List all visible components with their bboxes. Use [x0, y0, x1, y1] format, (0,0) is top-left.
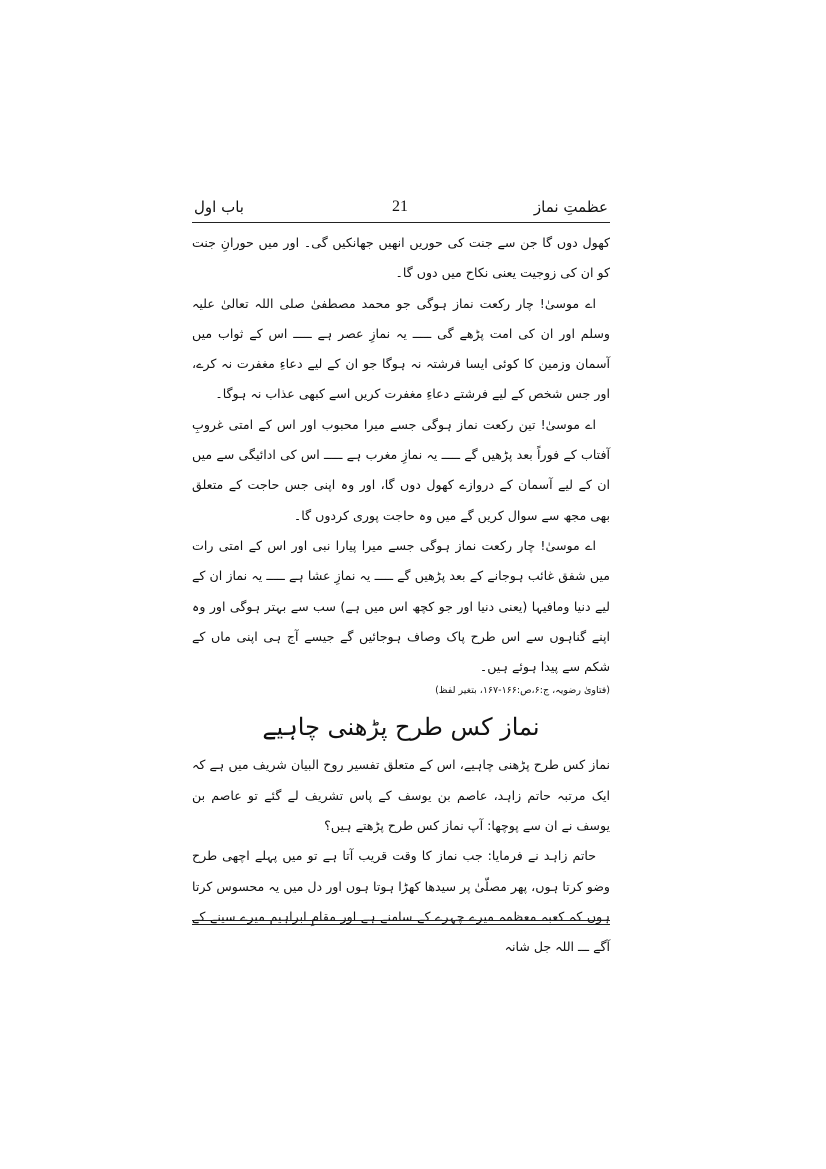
page-number: 21 — [392, 198, 408, 215]
book-title: عظمتِ نماز — [533, 198, 608, 216]
chapter-title: باب اول — [194, 198, 244, 216]
reference-citation: (فتاویٰ رضویہ، ج:۶،ص:۱۶۶-۱۶۷، بتغیر لفظ) — [435, 685, 610, 697]
paragraph-6: حاتم زاہد نے فرمایا: جب نماز کا وقت قریب آتا ہے تو میں پہلے اچھی طرح وضو کرتا ہوں، پھر مصلّیٰ پر سیدھا کھڑا ہوتا ہوں اور دل میں یہ محسوس کرتا ہوں کہ کعبہ معظمہ میرے چہرے کے سامنے ہے اور مقامِ ابراہیم میرے سینے کے آگے ـــ اللہ جل شانہ — [192, 848, 610, 955]
paragraph-1: کھول دوں گا جن سے جنت کی حوریں انھیں جھانکیں گی۔ اور میں حورانِ جنت کو ان کی زوجیت یعنی نکاح میں دوں گا۔ — [192, 235, 610, 281]
paragraph-4: اے موسیٰ! چار رکعت نماز ہوگی جسے میرا پیارا نبی اور اس کے امتی رات میں شفق غائب ہوجانے کے بعد پڑھیں گے ـــــ یہ نمازِ عشا ہے ـــــ یہ نماز ان کے لیے دنیا ومافیہا (یعنی دنیا اور جو کچھ اس میں ہے) سب سے بہتر ہوگی اور وہ اپنے گناہوں سے اس طرح پاک وصاف ہوجائیں گے جیسے آج ہی اپنی ماں کے شکم سے پیدا ہوئے ہیں۔ — [192, 537, 610, 675]
paragraph-2: اے موسیٰ! چار رکعت نماز ہوگی جو محمد مصطفیٰ صلی اللہ تعالیٰ علیہ وسلم اور ان کی امت پڑھے گی ـــــ یہ نمازِ عصر ہے ـــــ اس کے ثواب میں آسمان وزمین کا کوئی ایسا فرشتہ نہ ہوگا جو ان کے لیے دعاءِ مغفرت نہ کرے، اور جس شخص کے لیے فرشتے دعاءِ مغفرت کریں اسے کبھی عذاب نہ ہوگا۔ — [192, 295, 610, 402]
page-body — [192, 228, 610, 963]
section-heading: نماز کس طرح پڑھنی چاہیے — [262, 713, 540, 742]
book-page — [192, 190, 610, 955]
running-header — [192, 196, 610, 218]
footer-divider — [192, 920, 610, 925]
paragraph-5: نماز کس طرح پڑھنی چاہیے، اس کے متعلق تفسیر روح البیان شریف میں ہے کہ ایک مرتبہ حاتم زاہد، عاصم بن یوسف کے پاس تشریف لے گئے تو عاصم بن یوسف نے ان سے پوچھا: آپ نماز کس طرح پڑھتے ہیں؟ — [192, 757, 610, 834]
paragraph-3: اے موسیٰ! تین رکعت نماز ہوگی جسے میرا محبوب اور اس کے امتی غروبِ آفتاب کے فوراً بعد پڑھیں گے ـــــ یہ نمازِ مغرب ہے ـــــ اس کی ادائیگی سے میں ان کے لیے آسمان کے دروازے کھول دوں گا، اور وہ اپنی جس حاجت کے متعلق بھی مجھ سے سوال کریں گے میں وہ حاجت پوری کردوں گا۔ — [192, 416, 610, 523]
header-divider — [192, 222, 610, 223]
